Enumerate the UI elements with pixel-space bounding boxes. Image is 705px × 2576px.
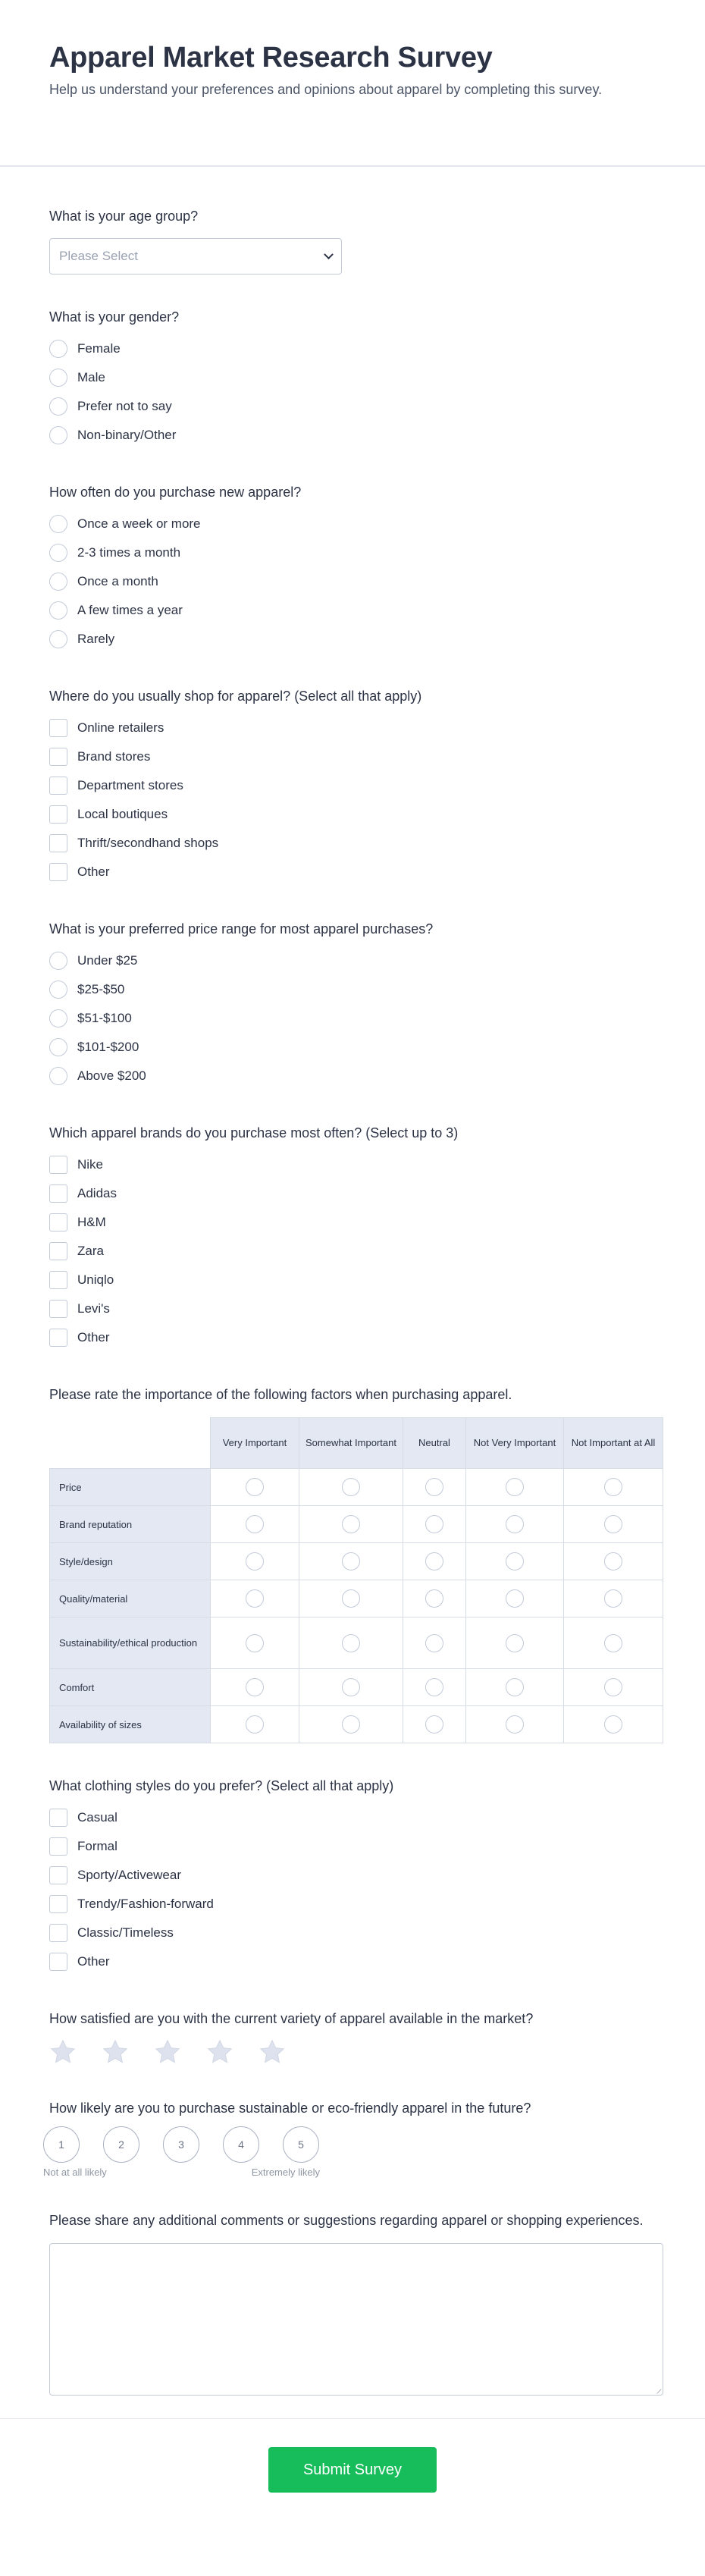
radio-button[interactable]: [506, 1478, 524, 1496]
question-label: Please rate the importance of the following factors when purchasing apparel.: [49, 1387, 512, 1402]
option-label: Adidas: [77, 1186, 117, 1200]
radio-button[interactable]: [604, 1515, 622, 1533]
radio-option[interactable]: [49, 567, 656, 596]
checkbox[interactable]: [49, 1184, 67, 1203]
matrix-cell: [299, 1617, 403, 1669]
matrix-cell: [211, 1469, 299, 1506]
matrix-cell: [564, 1543, 663, 1580]
radio-button[interactable]: [425, 1552, 443, 1570]
radio-option[interactable]: [49, 1004, 656, 1033]
radio-group: [49, 334, 656, 450]
star-icon[interactable]: [49, 2038, 77, 2066]
radio-button[interactable]: [604, 1552, 622, 1570]
checkbox[interactable]: [49, 863, 67, 881]
matrix-column-header: Not Very Important: [466, 1417, 564, 1469]
radio-option[interactable]: [49, 1062, 656, 1090]
matrix-cell: [466, 1506, 564, 1543]
form-footer: [0, 2418, 705, 2530]
radio-button[interactable]: [342, 1515, 360, 1533]
radio-button[interactable]: [342, 1715, 360, 1734]
question-shops: [49, 687, 656, 886]
checkbox-group: [49, 714, 656, 886]
star-rating: [49, 2038, 656, 2066]
radio-button[interactable]: [425, 1678, 443, 1696]
option-label: Non-binary/Other: [77, 428, 177, 442]
radio-button[interactable]: [246, 1715, 264, 1734]
matrix-row-label: Availability of sizes: [49, 1706, 211, 1743]
question-label: How likely are you to purchase sustainable or eco-friendly apparel in the future?: [49, 2101, 531, 2116]
option-label: Prefer not to say: [77, 399, 172, 413]
scale-high-label: Extremely likely: [251, 2167, 320, 2178]
matrix-cell: [403, 1706, 466, 1743]
radio-button[interactable]: [49, 515, 67, 533]
option-label: $101-$200: [77, 1040, 139, 1054]
option-label: 2-3 times a month: [77, 545, 181, 560]
radio-button[interactable]: [425, 1515, 443, 1533]
matrix-cell: [564, 1506, 663, 1543]
checkbox-option[interactable]: [49, 1919, 656, 1947]
select-placeholder: Please Select: [59, 249, 138, 263]
page-title: Apparel Market Research Survey: [49, 42, 493, 74]
radio-button[interactable]: [246, 1634, 264, 1652]
option-label: $51-$100: [77, 1011, 132, 1025]
radio-button[interactable]: [506, 1634, 524, 1652]
scale-option-3[interactable]: 3: [163, 2126, 199, 2163]
option-label: Once a week or more: [77, 516, 201, 531]
question-frequency: [49, 483, 656, 654]
radio-button[interactable]: [49, 369, 67, 387]
matrix-cell: [564, 1617, 663, 1669]
matrix-cell: [564, 1580, 663, 1617]
option-label: A few times a year: [77, 603, 183, 617]
radio-button[interactable]: [49, 573, 67, 591]
question-label: What clothing styles do you prefer? (Select all that apply): [49, 1778, 394, 1793]
checkbox[interactable]: [49, 1329, 67, 1347]
radio-option[interactable]: [49, 625, 656, 654]
star-icon[interactable]: [258, 2038, 286, 2066]
radio-button[interactable]: [49, 981, 67, 999]
matrix-cell: [403, 1469, 466, 1506]
radio-button[interactable]: [342, 1678, 360, 1696]
question-label: How often do you purchase new apparel?: [49, 485, 302, 500]
option-label: Levi's: [77, 1301, 110, 1316]
matrix-cell: [299, 1543, 403, 1580]
star-icon[interactable]: [206, 2038, 233, 2066]
option-label: Sporty/Activewear: [77, 1868, 181, 1882]
radio-button[interactable]: [49, 1038, 67, 1056]
option-label: Formal: [77, 1839, 118, 1853]
radio-button[interactable]: [246, 1552, 264, 1570]
radio-button[interactable]: [342, 1634, 360, 1652]
page-subtitle: Help us understand your preferences and opinions about apparel by completing this survey.: [49, 82, 603, 97]
checkbox-group: [49, 1803, 656, 1976]
checkbox[interactable]: [49, 1271, 67, 1289]
radio-button[interactable]: [342, 1478, 360, 1496]
option-label: Online retailers: [77, 720, 164, 735]
question-label: Where do you usually shop for apparel? (Select all that apply): [49, 689, 422, 704]
matrix-row-label: Style/design: [49, 1543, 211, 1580]
scale-low-label: Not at all likely: [43, 2167, 107, 2178]
matrix-cell: [211, 1669, 299, 1706]
option-label: Once a month: [77, 574, 158, 588]
matrix-column-header: Very Important: [211, 1417, 299, 1469]
checkbox[interactable]: [49, 1213, 67, 1232]
radio-option[interactable]: [49, 510, 656, 538]
form-header: [0, 0, 705, 167]
radio-group: [49, 510, 656, 654]
radio-button[interactable]: [425, 1589, 443, 1608]
checkbox[interactable]: [49, 1953, 67, 1971]
checkbox-option[interactable]: [49, 1208, 656, 1237]
option-label: Nike: [77, 1157, 104, 1172]
matrix-row: [49, 1669, 663, 1706]
matrix-row: [49, 1580, 663, 1617]
option-label: Rarely: [77, 632, 115, 646]
radio-button[interactable]: [506, 1678, 524, 1696]
option-label: Trendy/Fashion-forward: [77, 1897, 214, 1911]
option-label: Other: [77, 1954, 110, 1969]
matrix-cell: [466, 1706, 564, 1743]
question-styles: [49, 1777, 656, 1976]
checkbox[interactable]: [49, 1300, 67, 1318]
checkbox[interactable]: [49, 1156, 67, 1174]
radio-button[interactable]: [49, 630, 67, 648]
checkbox[interactable]: [49, 719, 67, 737]
radio-option[interactable]: [49, 363, 656, 392]
radio-option[interactable]: [49, 421, 656, 450]
checkbox-option[interactable]: [49, 858, 656, 886]
matrix-cell: [403, 1580, 466, 1617]
radio-button[interactable]: [49, 340, 67, 358]
matrix-row-label: Quality/material: [49, 1580, 211, 1617]
option-label: Classic/Timeless: [77, 1925, 174, 1940]
checkbox-option[interactable]: [49, 1266, 656, 1294]
matrix-column-header: Not Important at All: [564, 1417, 663, 1469]
question-importance-matrix: [49, 1385, 656, 1743]
checkbox-option[interactable]: [49, 829, 656, 858]
chevron-down-icon: [324, 249, 334, 259]
radio-button[interactable]: [49, 1067, 67, 1085]
option-label: Other: [77, 1330, 110, 1344]
checkbox[interactable]: [49, 805, 67, 824]
matrix-cell: [564, 1669, 663, 1706]
matrix-cell: [299, 1469, 403, 1506]
radio-option[interactable]: [49, 334, 656, 363]
radio-option[interactable]: [49, 538, 656, 567]
matrix-cell: [564, 1469, 663, 1506]
matrix-cell: [403, 1617, 466, 1669]
resize-handle-icon[interactable]: [653, 2385, 661, 2393]
checkbox[interactable]: [49, 1866, 67, 1884]
matrix-cell: [211, 1580, 299, 1617]
radio-button[interactable]: [342, 1552, 360, 1570]
radio-button[interactable]: [604, 1634, 622, 1652]
radio-option[interactable]: [49, 392, 656, 421]
checkbox[interactable]: [49, 777, 67, 795]
radio-button[interactable]: [604, 1478, 622, 1496]
radio-button[interactable]: [604, 1589, 622, 1608]
option-label: $25-$50: [77, 982, 125, 996]
radio-option[interactable]: [49, 596, 656, 625]
radio-button[interactable]: [425, 1478, 443, 1496]
matrix-row-label: Brand reputation: [49, 1506, 211, 1543]
radio-group: [49, 946, 656, 1090]
question-price: [49, 920, 656, 1090]
checkbox[interactable]: [49, 834, 67, 852]
matrix-cell: [299, 1580, 403, 1617]
radio-button[interactable]: [506, 1589, 524, 1608]
matrix-cell: [211, 1543, 299, 1580]
matrix-cell: [564, 1706, 663, 1743]
checkbox[interactable]: [49, 1837, 67, 1856]
checkbox-option[interactable]: [49, 742, 656, 771]
radio-option[interactable]: [49, 946, 656, 975]
importance-matrix: [49, 1417, 663, 1743]
option-label: Brand stores: [77, 749, 151, 764]
checkbox[interactable]: [49, 1895, 67, 1913]
radio-button[interactable]: [49, 1009, 67, 1028]
matrix-cell: [466, 1543, 564, 1580]
matrix-cell: [466, 1617, 564, 1669]
matrix-cell: [403, 1506, 466, 1543]
option-label: Casual: [77, 1810, 118, 1825]
checkbox[interactable]: [49, 748, 67, 766]
question-brands: [49, 1124, 656, 1352]
matrix-cell: [299, 1706, 403, 1743]
matrix-cell: [211, 1617, 299, 1669]
checkbox-option[interactable]: [49, 1150, 656, 1179]
submit-survey-button[interactable]: Submit Survey: [268, 2447, 437, 2493]
radio-option[interactable]: [49, 975, 656, 1004]
checkbox-option[interactable]: [49, 1803, 656, 1832]
option-label: Other: [77, 864, 110, 879]
star-icon[interactable]: [102, 2038, 129, 2066]
checkbox-option[interactable]: [49, 800, 656, 829]
question-label: Which apparel brands do you purchase most often? (Select up to 3): [49, 1125, 459, 1141]
question-comments: [49, 2211, 656, 2396]
matrix-cell: [299, 1669, 403, 1706]
matrix-row: [49, 1617, 663, 1669]
checkbox-option[interactable]: [49, 1323, 656, 1352]
checkbox-option[interactable]: [49, 1237, 656, 1266]
question-label: How satisfied are you with the current variety of apparel available in the market?: [49, 2011, 534, 2026]
radio-button[interactable]: [49, 601, 67, 620]
matrix-cell: [403, 1669, 466, 1706]
radio-button[interactable]: [604, 1715, 622, 1734]
radio-button[interactable]: [506, 1515, 524, 1533]
question-gender: [49, 308, 656, 450]
radio-button[interactable]: [246, 1589, 264, 1608]
checkbox-option[interactable]: [49, 1947, 656, 1976]
option-label: Under $25: [77, 953, 138, 968]
option-label: Thrift/secondhand shops: [77, 836, 219, 850]
scale-option-4[interactable]: 4: [223, 2126, 259, 2163]
matrix-cell: [466, 1580, 564, 1617]
age-group-select[interactable]: [49, 238, 342, 275]
matrix-row: [49, 1543, 663, 1580]
scale-option-2[interactable]: 2: [103, 2126, 139, 2163]
checkbox-option[interactable]: [49, 714, 656, 742]
checkbox-option[interactable]: [49, 771, 656, 800]
option-label: Uniqlo: [77, 1272, 114, 1287]
matrix-cell: [466, 1469, 564, 1506]
star-icon[interactable]: [154, 2038, 181, 2066]
comments-textarea[interactable]: [49, 2243, 663, 2396]
radio-button[interactable]: [246, 1478, 264, 1496]
scale-option-5[interactable]: 5: [283, 2126, 319, 2163]
radio-button[interactable]: [506, 1715, 524, 1734]
radio-button[interactable]: [506, 1552, 524, 1570]
checkbox[interactable]: [49, 1924, 67, 1942]
matrix-corner: [49, 1417, 211, 1469]
matrix-row: [49, 1469, 663, 1506]
radio-button[interactable]: [49, 397, 67, 416]
radio-button[interactable]: [425, 1715, 443, 1734]
matrix-cell: [211, 1706, 299, 1743]
radio-button[interactable]: [49, 952, 67, 970]
matrix-row-label: Sustainability/ethical production: [49, 1617, 211, 1669]
survey-form: [0, 167, 705, 2396]
matrix-column-header: Somewhat Important: [299, 1417, 403, 1469]
checkbox-option[interactable]: [49, 1861, 656, 1890]
checkbox-option[interactable]: [49, 1179, 656, 1208]
scale-option-1[interactable]: 1: [43, 2126, 80, 2163]
matrix-cell: [403, 1543, 466, 1580]
radio-button[interactable]: [49, 544, 67, 562]
checkbox-option[interactable]: [49, 1890, 656, 1919]
radio-button[interactable]: [49, 426, 67, 444]
option-label: Local boutiques: [77, 807, 168, 821]
radio-button[interactable]: [425, 1634, 443, 1652]
matrix-cell: [299, 1506, 403, 1543]
checkbox[interactable]: [49, 1242, 67, 1260]
question-label: Please share any additional comments or suggestions regarding apparel or shopping experiences.: [49, 2213, 644, 2228]
radio-button[interactable]: [246, 1678, 264, 1696]
option-label: Male: [77, 370, 105, 384]
checkbox[interactable]: [49, 1809, 67, 1827]
option-label: Zara: [77, 1244, 104, 1258]
option-label: H&M: [77, 1215, 106, 1229]
question-likelihood: [43, 2099, 656, 2178]
matrix-row: [49, 1706, 663, 1743]
radio-button[interactable]: [604, 1678, 622, 1696]
radio-button[interactable]: [342, 1589, 360, 1608]
option-label: Department stores: [77, 778, 183, 792]
question-label: What is your age group?: [49, 209, 199, 224]
matrix-row: [49, 1506, 663, 1543]
question-age: [49, 207, 656, 275]
matrix-row-label: Price: [49, 1469, 211, 1506]
checkbox-group: [49, 1150, 656, 1352]
question-satisfaction: [49, 2010, 656, 2066]
checkbox-option[interactable]: [49, 1294, 656, 1323]
matrix-row-label: Comfort: [49, 1669, 211, 1706]
matrix-column-header: Neutral: [403, 1417, 466, 1469]
matrix-cell: [211, 1506, 299, 1543]
radio-button[interactable]: [246, 1515, 264, 1533]
radio-option[interactable]: [49, 1033, 656, 1062]
matrix-cell: [466, 1669, 564, 1706]
likelihood-scale: [43, 2126, 320, 2178]
question-label: What is your gender?: [49, 309, 180, 325]
checkbox-option[interactable]: [49, 1832, 656, 1861]
option-label: Above $200: [77, 1068, 146, 1083]
option-label: Female: [77, 341, 121, 356]
question-label: What is your preferred price range for most apparel purchases?: [49, 921, 434, 937]
